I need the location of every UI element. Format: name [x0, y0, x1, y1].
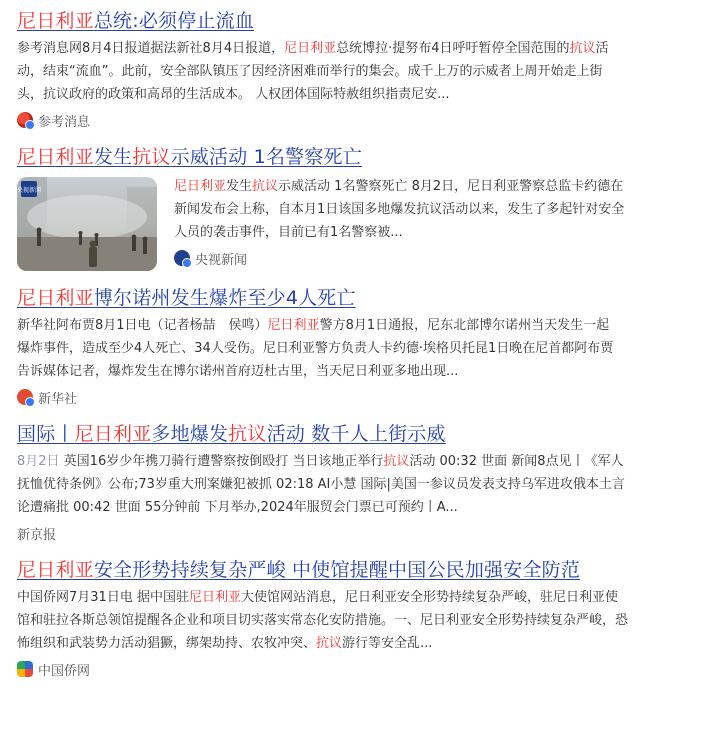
text-segment: 示威活动 1名警察死亡 8月2日，尼日利亚警察总监卡约德在新闻发布会上称，自本月1日该国多地爆发抗议活动以来，发生了多起针对安全人员的袭击事件，目前已有1名警察被... [174, 179, 625, 240]
text-segment: 中国侨网7月31日电 据中国驻 [17, 590, 189, 605]
result-source[interactable] [17, 387, 707, 407]
highlight-keyword: 抗议 [228, 423, 267, 445]
text-segment: 活动 数千人上街示威 [266, 423, 446, 445]
result-source[interactable] [174, 248, 707, 268]
result-source[interactable] [17, 110, 707, 130]
highlight-keyword: 抗议 [569, 41, 596, 56]
text-segment: 总统:必须停止流血 [93, 10, 255, 32]
highlight-keyword: 尼日利亚 [17, 559, 94, 581]
text-segment: 发生 [93, 146, 133, 168]
highlight-keyword: 尼日利亚 [74, 423, 152, 445]
result-title[interactable] [17, 285, 707, 311]
cctv-news-logo-icon [174, 250, 190, 266]
highlight-keyword: 抗议 [132, 146, 171, 168]
text-segment: 博尔诺州发生爆炸至少4人死亡 [93, 287, 356, 309]
result-title[interactable] [17, 557, 707, 583]
result-source[interactable] [17, 523, 707, 543]
result-item [17, 557, 707, 679]
result-thumbnail[interactable] [17, 177, 157, 271]
result-abstract [17, 450, 629, 519]
thumb-badge: 央视新闻 [17, 187, 42, 194]
highlight-keyword: 抗议 [316, 636, 343, 651]
text-segment: 国际丨 [17, 423, 75, 445]
text-segment: 英国16岁少年携刀骑行遭警察按倒殴打 当日该地正举行 [59, 454, 384, 469]
result-item [17, 421, 707, 543]
text-segment: 活动 00:32 世面 新闻8点见丨《军人抚恤优待条例》公布;73岁重大刑案嫌犯被抓 02:18 AI小慧 国际|美国一参议员发表支持乌军进攻俄本土言论遭痛批 00:42 世面 55分钟前 下月举办,2024年服贸会门票已可预约丨A... [17, 454, 625, 515]
result-item [17, 8, 707, 130]
result-item [17, 285, 707, 407]
text-segment: 大使馆网站消息，尼日利亚安全形势持续复杂严峻，驻尼日利亚使馆和驻拉各斯总领馆提醒各企业和项目切实落实常态化安防措施。一、尼日利亚安全形势持续复杂严峻，恐怖组织和武装势力活动猖獗，绑架劫持、农牧冲突、 [17, 590, 629, 651]
highlight-keyword: 尼日利亚 [17, 146, 94, 168]
text-segment: 新华社阿布贾8月1日电（记者杨喆 侯鸣） [17, 318, 268, 333]
result-abstract [174, 175, 626, 244]
highlight-keyword: 尼日利亚 [284, 41, 337, 56]
text-segment: 警方8月1日通报，尼东北部博尔诺州当天发生一起爆炸事件，造成至少4人死亡、34人受伤。尼日利亚警方负责人卡约德·埃格贝托昆1日晚在尼首都阿布贾告诉媒体记者，爆炸发生在博尔诺州首府迈杜古里，当天尼日利亚多地出现... [17, 318, 614, 379]
highlight-keyword: 抗议 [383, 454, 410, 469]
highlight-keyword: 尼日利亚 [174, 179, 227, 194]
text-segment: 活动，结束“流血”。此前，安全部队镇压了因经济困难而举行的集会。成千上万的示威者上周开始走上街头，抗议政府的政策和高昂的生活成本。 人权团体国际特赦组织指责尼安... [17, 41, 609, 102]
text-segment: 安全形势持续复杂严峻 中使馆提醒中国公民加强安全防范 [93, 559, 581, 581]
source-name: 央视新闻 [195, 252, 248, 268]
highlight-keyword: 尼日利亚 [17, 287, 94, 309]
text-segment: 示威活动 1名警察死亡 [170, 146, 362, 168]
highlight-keyword: 尼日利亚 [267, 318, 320, 333]
result-abstract [17, 37, 622, 106]
cankao-xiaoxi-logo-icon [17, 112, 33, 128]
text-segment: 多地爆发 [151, 423, 229, 445]
highlight-keyword: 尼日利亚 [17, 10, 94, 32]
result-title[interactable] [17, 8, 707, 34]
result-date: 8月2日 [17, 454, 60, 469]
protest-street-image [17, 177, 157, 271]
result-abstract [17, 586, 629, 655]
result-abstract [17, 314, 622, 383]
highlight-keyword: 抗议 [252, 179, 279, 194]
text-segment: 参考消息网8月4日报道据法新社8月4日报道， [17, 41, 285, 56]
source-name: 参考消息 [38, 114, 91, 130]
highlight-keyword: 尼日利亚 [188, 590, 241, 605]
source-name: 中国侨网 [38, 663, 91, 679]
text-segment: 游行等安全乱... [342, 636, 433, 651]
xinhua-logo-icon [17, 389, 33, 405]
result-item [17, 144, 707, 271]
source-name: 新华社 [38, 391, 78, 407]
result-title[interactable] [17, 421, 707, 447]
text-segment: 总统博拉·提努布4日呼吁暂停全国范围的 [336, 41, 570, 56]
source-name: 新京报 [17, 527, 57, 543]
result-source[interactable] [17, 659, 707, 679]
chinaqw-logo-icon [17, 661, 33, 677]
result-title[interactable] [17, 144, 707, 170]
result-abstract-text [17, 454, 625, 515]
text-segment: 发生 [226, 179, 253, 194]
